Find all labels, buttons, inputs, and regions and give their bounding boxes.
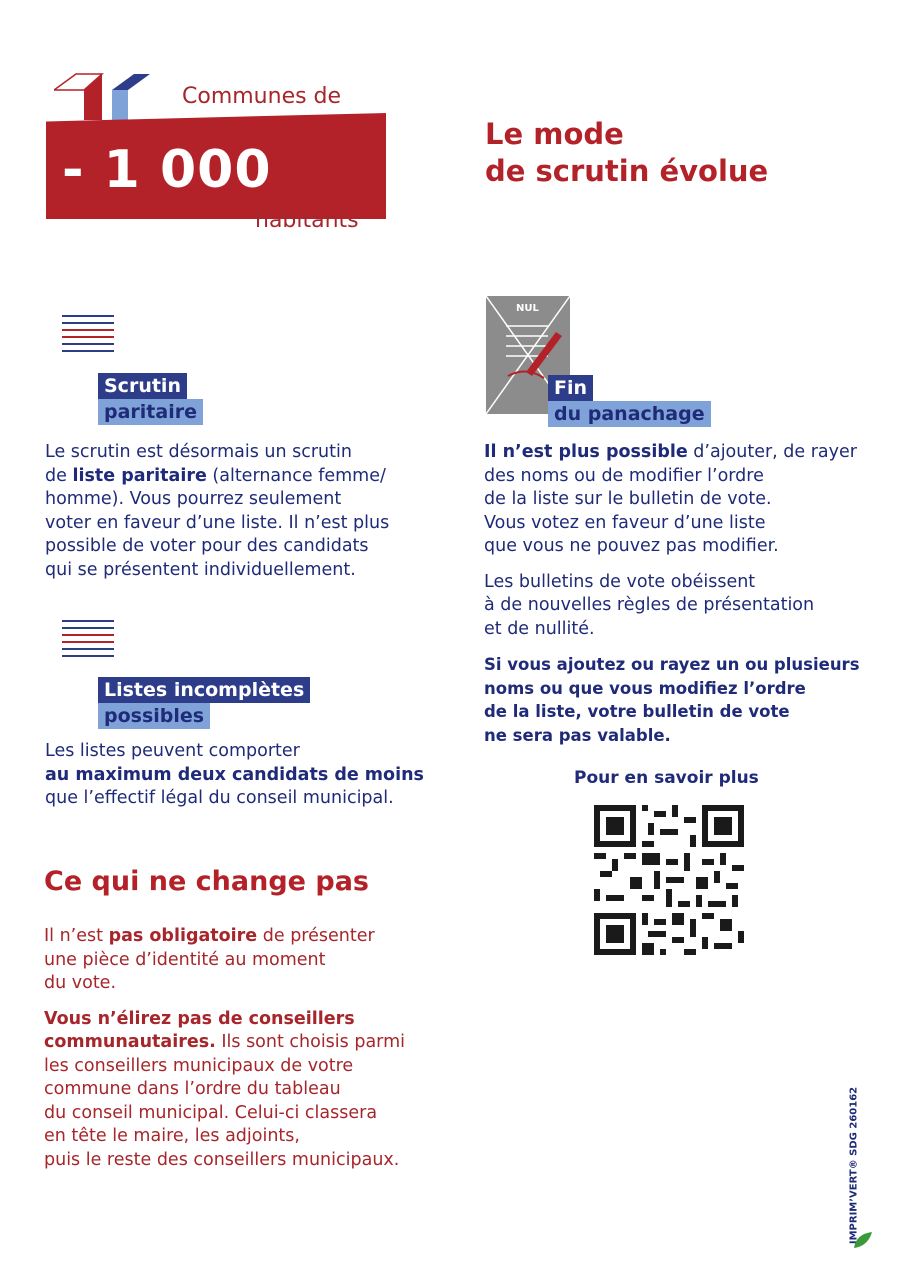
text-span: noms ou que vous modifiez l’ordre <box>484 678 806 698</box>
text-span: ne sera pas valable. <box>484 725 671 745</box>
text-span: Si vous ajoutez ou rayez un ou plusieurs <box>484 655 860 674</box>
tag-line-2: paritaire <box>98 399 203 425</box>
habitants-label: habitants <box>255 208 359 233</box>
population-number: - 1 000 <box>62 140 272 200</box>
tag-scrutin-paritaire <box>98 373 203 425</box>
panachage-text <box>484 441 884 759</box>
text-line: voter en faveur d’une liste. Il n’est plus <box>45 512 390 533</box>
bold-span: Vous n’élirez pas de conseillers <box>44 1008 355 1029</box>
paragraph <box>484 653 884 747</box>
text-span: de la liste, votre bulletin de vote <box>484 702 790 721</box>
text-span: du vote. <box>44 973 117 993</box>
text-span: du conseil municipal. Celui-ci classera <box>44 1102 378 1123</box>
tag-fin-panachage <box>548 375 711 427</box>
tag-line-2: du panachage <box>548 401 711 427</box>
text-line: Les listes peuvent comporter <box>45 741 300 761</box>
text-line: homme). Vous pourrez seulement <box>45 489 342 509</box>
text-span: d’ajouter, de rayer <box>687 442 857 462</box>
text-span: les conseillers municipaux de votre <box>44 1055 354 1076</box>
text-span: une pièce d’identité au moment <box>44 949 326 970</box>
text-span: que vous ne pouvez pas modifier. <box>484 536 779 556</box>
bold-span: liste paritaire <box>72 465 207 486</box>
qr-code[interactable] <box>594 805 744 955</box>
leaf-icon <box>852 1230 874 1250</box>
bold-span: au maximum deux candidats de moins <box>45 764 424 785</box>
paragraph <box>44 1008 444 1173</box>
bold-span: communautaires. <box>44 1032 216 1052</box>
text-span: Les bulletins de vote obéissent <box>484 571 756 592</box>
paragraph <box>484 571 884 642</box>
text-span: des noms ou de modifier l’ordre <box>484 465 764 486</box>
text-line: que l’effectif légal du conseil municipal. <box>45 788 394 808</box>
bold-span: Il n’est plus possible <box>484 442 688 462</box>
bold-span: pas obligatoire <box>108 926 258 946</box>
paragraph <box>44 925 444 996</box>
text-line: Le scrutin est désormais un scrutin <box>45 442 352 462</box>
listes-text <box>45 740 445 811</box>
text-span: Ils sont choisis parmi <box>215 1032 405 1052</box>
unchanged-text <box>44 925 444 1184</box>
text-line <box>45 465 445 489</box>
stripes-icon <box>62 315 114 357</box>
text-span: Vous votez en faveur d’une liste <box>484 512 766 533</box>
tag-listes-incompletes <box>98 677 310 729</box>
text-line: possible de voter pour des candidats <box>45 536 369 556</box>
tag-line-1: Fin <box>548 375 593 401</box>
text-span: de la liste sur le bulletin de vote. <box>484 489 772 509</box>
text-span: (alternance femme/ <box>206 465 386 486</box>
section-title-unchanged: Ce qui ne change pas <box>44 866 369 897</box>
text-span: en tête le maire, les adjoints, <box>44 1126 300 1146</box>
tag-line-1: Scrutin <box>98 373 187 399</box>
text-span: Il n’est <box>44 926 109 946</box>
house-roof-icon <box>54 72 154 120</box>
paragraph <box>484 441 884 559</box>
text-span: à de nouvelles règles de présentation <box>484 595 815 615</box>
tag-line-2: possibles <box>98 703 210 729</box>
text-span: commune dans l’ordre du tableau <box>44 1079 341 1099</box>
null-label: NUL <box>516 303 539 314</box>
scrutin-text <box>45 441 445 582</box>
text-span: et de nullité. <box>484 618 595 639</box>
text-line: qui se présentent individuellement. <box>45 559 356 580</box>
tag-line-1: Listes incomplètes <box>98 677 310 703</box>
headline-line-1: Le mode <box>485 117 624 151</box>
communes-label: Communes de <box>182 84 342 109</box>
stripes-icon <box>62 620 114 662</box>
text-span: puis le reste des conseillers municipaux. <box>44 1149 400 1170</box>
text-line <box>45 764 445 788</box>
text-span: de <box>45 465 73 486</box>
page-headline <box>485 116 768 190</box>
text-span: de présenter <box>257 926 375 946</box>
headline-line-2: de scrutin évolue <box>485 154 769 188</box>
imprim-vert-label: IMPRIM’VERT® SDG 260162 <box>848 1086 860 1245</box>
more-info-label: Pour en savoir plus <box>574 768 759 788</box>
